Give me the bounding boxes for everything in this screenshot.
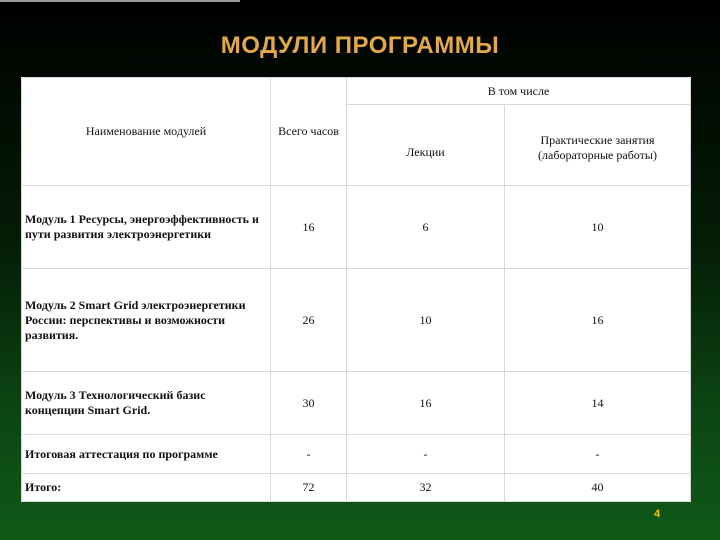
header-practical: Практические занятия (лабораторные работы) <box>505 105 691 186</box>
practical-cell: 40 <box>505 474 691 502</box>
practical-cell: 10 <box>505 186 691 269</box>
header-module-name: Наименование модулей <box>22 78 271 186</box>
total-hours-cell: 30 <box>271 372 347 435</box>
module-name-cell: Модуль 3 Технологический базис концепции Smart Grid. <box>22 372 271 435</box>
total-hours-cell: - <box>271 435 347 474</box>
header-row-top <box>22 78 691 105</box>
table-row-total <box>22 474 691 502</box>
total-hours-cell: 72 <box>271 474 347 502</box>
practical-cell: 14 <box>505 372 691 435</box>
header-total-hours: Всего часов <box>271 78 347 186</box>
module-name-cell: Итого: <box>22 474 271 502</box>
practical-cell: - <box>505 435 691 474</box>
lectures-cell: 10 <box>347 269 505 372</box>
table-row <box>22 372 691 435</box>
table-row <box>22 269 691 372</box>
table-row <box>22 186 691 269</box>
table-row <box>22 435 691 474</box>
module-name-cell: Итоговая аттестация по программе <box>22 435 271 474</box>
lectures-cell: 16 <box>347 372 505 435</box>
total-hours-cell: 16 <box>271 186 347 269</box>
module-name-cell: Модуль 2 Smart Grid электроэнергетики России: перспективы и возможности развития. <box>22 269 271 372</box>
modules-table <box>21 77 691 502</box>
practical-cell: 16 <box>505 269 691 372</box>
lectures-cell: - <box>347 435 505 474</box>
modules-table-panel <box>21 77 690 501</box>
module-name-cell: Модуль 1 Ресурсы, энергоэффективность и пути развития электроэнергетики <box>22 186 271 269</box>
header-including: В том числе <box>347 78 691 105</box>
lectures-cell: 6 <box>347 186 505 269</box>
total-hours-cell: 26 <box>271 269 347 372</box>
slide-title: МОДУЛИ ПРОГРАММЫ <box>220 32 500 59</box>
slide-number: 4 <box>654 508 661 520</box>
top-rule <box>0 0 240 2</box>
lectures-cell: 32 <box>347 474 505 502</box>
header-lectures: Лекции <box>347 105 505 186</box>
